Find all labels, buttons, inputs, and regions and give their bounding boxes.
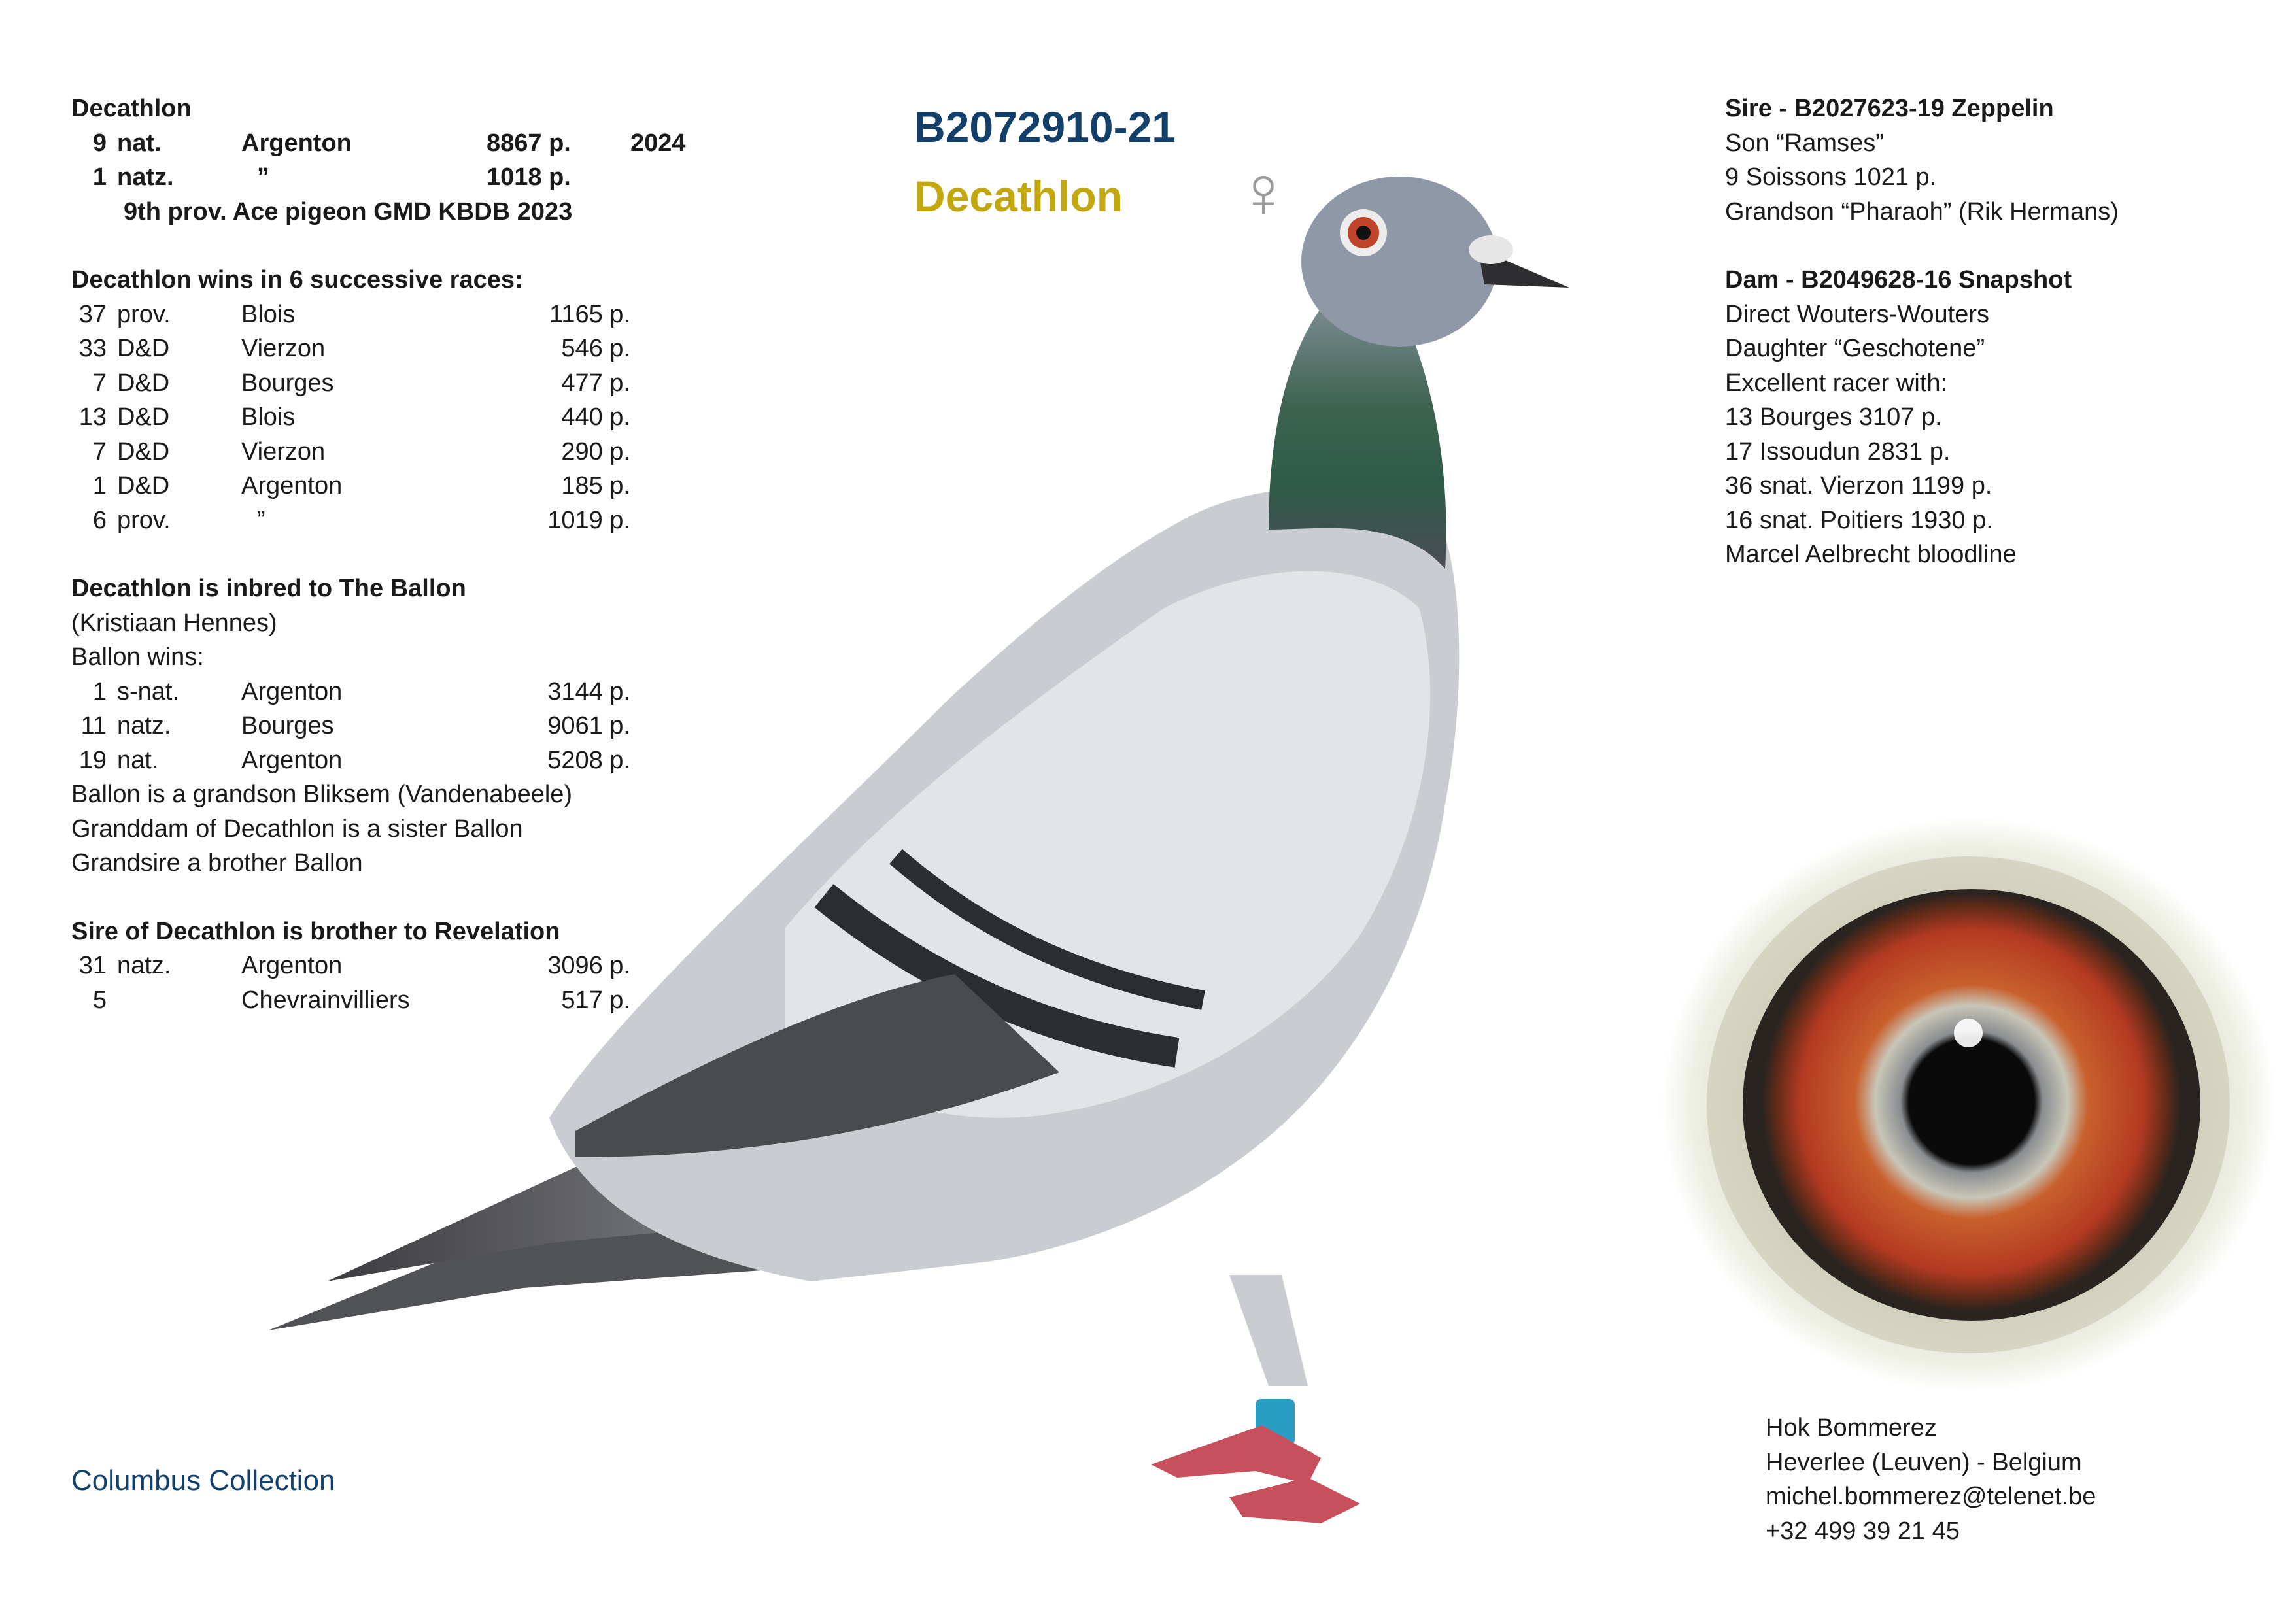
ballon-wins-label: Ballon wins: xyxy=(71,643,204,671)
sire-title: Sire - B2027623-19 Zeppelin xyxy=(1725,95,2054,122)
ace-note: 9th prov. Ace pigeon GMD KBDB 2023 xyxy=(124,197,573,226)
dam-line: Daughter “Geschotene” xyxy=(1725,335,1985,362)
points: 8867 p. xyxy=(487,129,571,157)
dam-title: Dam - B2049628-16 Snapshot xyxy=(1725,266,2072,294)
year: 2024 xyxy=(630,129,686,157)
dam-line: 36 snat. Vierzon 1199 p. xyxy=(1725,472,1992,499)
sire-line: Son “Ramses” xyxy=(1725,129,1884,157)
dam-line: 13 Bourges 3107 p. xyxy=(1725,403,1942,431)
rank: 9 xyxy=(92,129,107,157)
sire-line: 9 Soissons 1021 p. xyxy=(1725,163,1937,191)
dam-line: Excellent racer with: xyxy=(1725,369,1948,397)
ballon-note: Ballon is a grandson Bliksem (Vandenabeele) xyxy=(71,781,573,808)
table-row: 11 natz. Bourges 9061 p. xyxy=(80,712,630,739)
phone-number[interactable]: +32 499 39 21 45 xyxy=(1766,1517,1960,1545)
table-row: 7 D&D Bourges 477 p. xyxy=(92,369,630,397)
brand-footer: Columbus Collection xyxy=(71,1464,335,1497)
table-row: 13 D&D Blois 440 p. xyxy=(78,403,630,431)
successive-title: Decathlon wins in 6 successive races: xyxy=(71,266,523,294)
dam-line: Direct Wouters-Wouters xyxy=(1725,300,1990,328)
table-row: 37 prov. Blois 1165 p. xyxy=(78,300,630,328)
level: natz. xyxy=(117,163,174,191)
table-row: 33 D&D Vierzon 546 p. xyxy=(78,335,630,362)
results-title: Decathlon xyxy=(71,95,192,122)
pigeon-photo xyxy=(248,111,1707,1569)
ballon-breeder: (Kristiaan Hennes) xyxy=(71,609,277,637)
level: nat. xyxy=(117,129,162,157)
table-row: 6 prov. ” 1019 p. xyxy=(92,506,630,534)
points: 1018 p. xyxy=(487,163,571,191)
table-row: 5 Chevrainvilliers 517 p. xyxy=(92,986,630,1014)
table-row: 1 D&D Argenton 185 p. xyxy=(92,472,630,499)
dam-line: 17 Issoudun 2831 p. xyxy=(1725,437,1951,465)
loft-name: Hok Bommerez xyxy=(1766,1414,1937,1442)
contact-block xyxy=(1766,1411,2096,1548)
email-link[interactable]: michel.bommerez@telenet.be xyxy=(1766,1483,2096,1510)
ballon-title: Decathlon is inbred to The Ballon xyxy=(71,575,466,602)
table-row: 31 natz. Argenton 3096 p. xyxy=(78,952,630,979)
dam-line: 16 snat. Poitiers 1930 p. xyxy=(1725,506,1993,534)
race: ” xyxy=(257,163,269,191)
ballon-note: Grandsire a brother Ballon xyxy=(71,849,363,877)
table-row: 1 s-nat. Argenton 3144 p. xyxy=(92,677,630,705)
parents-column xyxy=(1725,92,2261,572)
eye-closeup-photo xyxy=(1615,798,2290,1399)
revelation-title: Sire of Decathlon is brother to Revelation xyxy=(71,917,560,945)
dam-line: Marcel Aelbrecht bloodline xyxy=(1725,541,2017,568)
sire-line: Grandson “Pharaoh” (Rik Hermans) xyxy=(1725,197,2119,226)
table-row: 19 nat. Argenton 5208 p. xyxy=(78,746,630,774)
pigeon-name: Decathlon xyxy=(914,172,1123,220)
table-row: 7 D&D Vierzon 290 p. xyxy=(92,437,630,465)
female-symbol-icon: ♀ xyxy=(1236,151,1291,233)
location: Heverlee (Leuven) - Belgium xyxy=(1766,1448,2082,1476)
ballon-note: Granddam of Decathlon is a sister Ballon xyxy=(71,815,523,843)
race: Argenton xyxy=(241,129,352,157)
ring-id: B2072910-21 xyxy=(914,103,1176,151)
rank: 1 xyxy=(92,163,107,191)
